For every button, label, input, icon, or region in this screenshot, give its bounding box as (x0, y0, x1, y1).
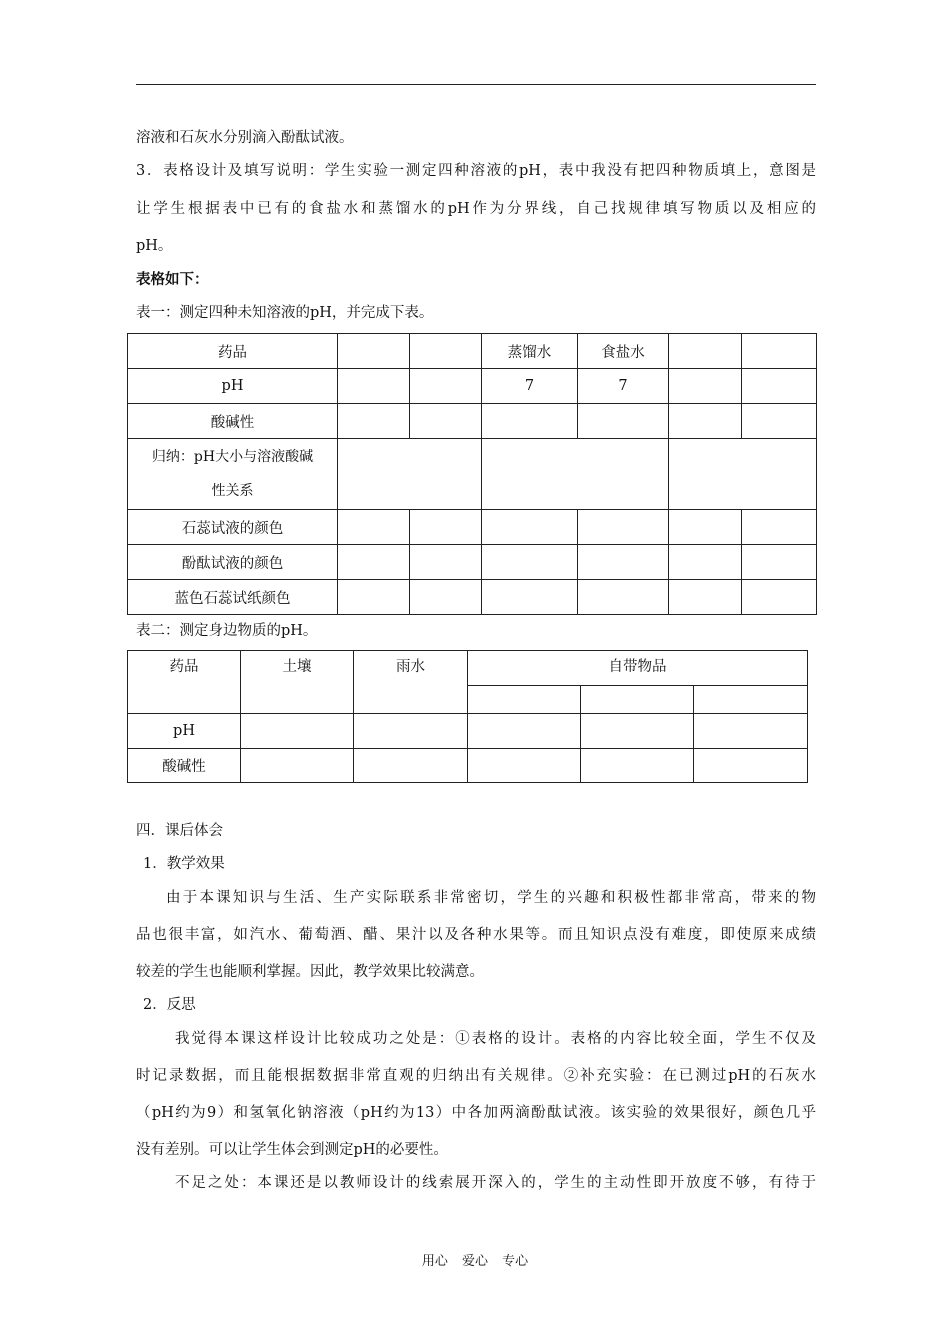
table2-header: 自带物品 (468, 651, 808, 686)
text-line: （pH约为9）和氢氧化钠溶液（pH约为13）中各加两滴酚酞试液。该实验的效果很好，颜色几乎 (136, 1105, 816, 1121)
table1-cell[interactable] (669, 369, 742, 404)
table2-cell[interactable] (468, 749, 581, 783)
table1-cell[interactable] (578, 510, 669, 545)
table1-cell[interactable] (742, 580, 817, 615)
table2-cell[interactable] (354, 749, 468, 783)
subsection-title: 2．反思 (143, 997, 196, 1013)
table1-summary-acid[interactable] (338, 439, 482, 510)
table1-cell[interactable] (482, 580, 578, 615)
table2-row-label: pH (128, 714, 241, 749)
table1-cell[interactable] (742, 545, 817, 580)
table1-cell[interactable] (578, 580, 669, 615)
subheading: 表格如下： (136, 271, 209, 288)
table1-cell[interactable] (410, 404, 482, 439)
text-line: pH。 (136, 238, 173, 254)
table1-cell[interactable] (410, 334, 482, 369)
text-line: 品也很丰富，如汽水、葡萄酒、醋、果汁以及各种水果等。而且知识点没有难度，即使原来成绩 (136, 927, 816, 943)
table1 (127, 333, 817, 615)
table1-cell[interactable] (742, 334, 817, 369)
table1-cell: pH (128, 369, 338, 404)
table2-cell[interactable] (581, 749, 694, 783)
text-line: 由于本课知识与生活、生产实际联系非常密切，学生的兴趣和积极性都非常高，带来的物 (166, 890, 816, 906)
text-line: 较差的学生也能顺利掌握。因此，教学效果比较满意。 (136, 964, 484, 980)
table2-cell[interactable] (581, 714, 694, 749)
table2-header: 药品 (128, 651, 241, 714)
table1-cell[interactable] (338, 580, 410, 615)
table2-cell[interactable] (241, 749, 354, 783)
summary-header-line: 性关系 (211, 483, 254, 499)
summary-header-line: 归纳：pH大小与溶液酸碱 (151, 449, 314, 465)
table2-cell[interactable] (354, 714, 468, 749)
table2-cell[interactable] (694, 749, 808, 783)
text-line: 溶液和石灰水分别滴入酚酞试液。 (136, 130, 354, 146)
table1-summary-header (128, 439, 338, 510)
table2-cell[interactable] (468, 714, 581, 749)
table1-cell: 7 (578, 369, 669, 404)
text-line: 没有差别。可以让学生体会到测定pH的必要性。 (136, 1142, 448, 1158)
table2-row-label: 酸碱性 (128, 749, 241, 783)
subsection-title: 1．教学效果 (143, 856, 225, 872)
table2-header: 土壤 (241, 651, 354, 714)
table2-cell[interactable] (468, 686, 581, 714)
text-line: 让学生根据表中已有的食盐水和蒸馏水的pH作为分界线，自己找规律填写物质以及相应的 (136, 201, 816, 217)
table1-cell: 食盐水 (578, 334, 669, 369)
table1-cell[interactable] (410, 510, 482, 545)
table2-cell[interactable] (694, 714, 808, 749)
table1-summary-base[interactable] (669, 439, 817, 510)
text-line: 不足之处：本课还是以教师设计的线索展开深入的，学生的主动性即开放度不够，有待于 (175, 1175, 816, 1191)
page-footer: 用心 爱心 专心 (421, 1254, 529, 1269)
table1-cell[interactable] (410, 580, 482, 615)
text-line: 时记录数据，而且能根据数据非常直观的归纳出有关规律。②补充实验：在已测过pH的石灰水 (136, 1068, 816, 1084)
table1-cell[interactable] (338, 510, 410, 545)
table1-cell[interactable] (482, 545, 578, 580)
table1-cell: 7 (482, 369, 578, 404)
table1-cell: 蓝色石蕊试纸颜色 (128, 580, 338, 615)
table1-cell[interactable] (338, 545, 410, 580)
table1-cell: 石蕊试液的颜色 (128, 510, 338, 545)
header-rule (136, 84, 816, 85)
table2-cell[interactable] (694, 686, 808, 714)
table1-cell[interactable] (669, 404, 742, 439)
table1-cell[interactable] (669, 334, 742, 369)
table1-cell[interactable] (578, 404, 669, 439)
table2-header: 雨水 (354, 651, 468, 714)
table1-summary-neutral[interactable] (482, 439, 669, 510)
table1-cell[interactable] (482, 510, 578, 545)
table2-cell[interactable] (581, 686, 694, 714)
table2-cell[interactable] (241, 714, 354, 749)
table1-cell: 蒸馏水 (482, 334, 578, 369)
table1-caption: 表一：测定四种未知溶液的pH，并完成下表。 (136, 305, 434, 321)
table1-cell: 药品 (128, 334, 338, 369)
table1-cell[interactable] (578, 545, 669, 580)
text-line: 我觉得本课这样设计比较成功之处是：①表格的设计。表格的内容比较全面，学生不仅及 (175, 1031, 816, 1047)
table1-cell[interactable] (742, 404, 817, 439)
section-title: 四．课后体会 (136, 823, 223, 839)
table1-cell[interactable] (338, 334, 410, 369)
table2 (127, 650, 808, 783)
table1-cell: 酸碱性 (128, 404, 338, 439)
table1-cell: 酚酞试液的颜色 (128, 545, 338, 580)
table1-cell[interactable] (482, 404, 578, 439)
table1-cell[interactable] (669, 510, 742, 545)
table1-cell[interactable] (669, 545, 742, 580)
table1-cell[interactable] (742, 369, 817, 404)
table1-cell[interactable] (338, 369, 410, 404)
table2-caption: 表二：测定身边物质的pH。 (136, 623, 318, 639)
table1-cell[interactable] (338, 404, 410, 439)
table1-cell[interactable] (669, 580, 742, 615)
table1-cell[interactable] (742, 510, 817, 545)
text-line: 3．表格设计及填写说明：学生实验一测定四种溶液的pH，表中我没有把四种物质填上，意图是 (136, 163, 816, 179)
table1-cell[interactable] (410, 545, 482, 580)
table1-cell[interactable] (410, 369, 482, 404)
